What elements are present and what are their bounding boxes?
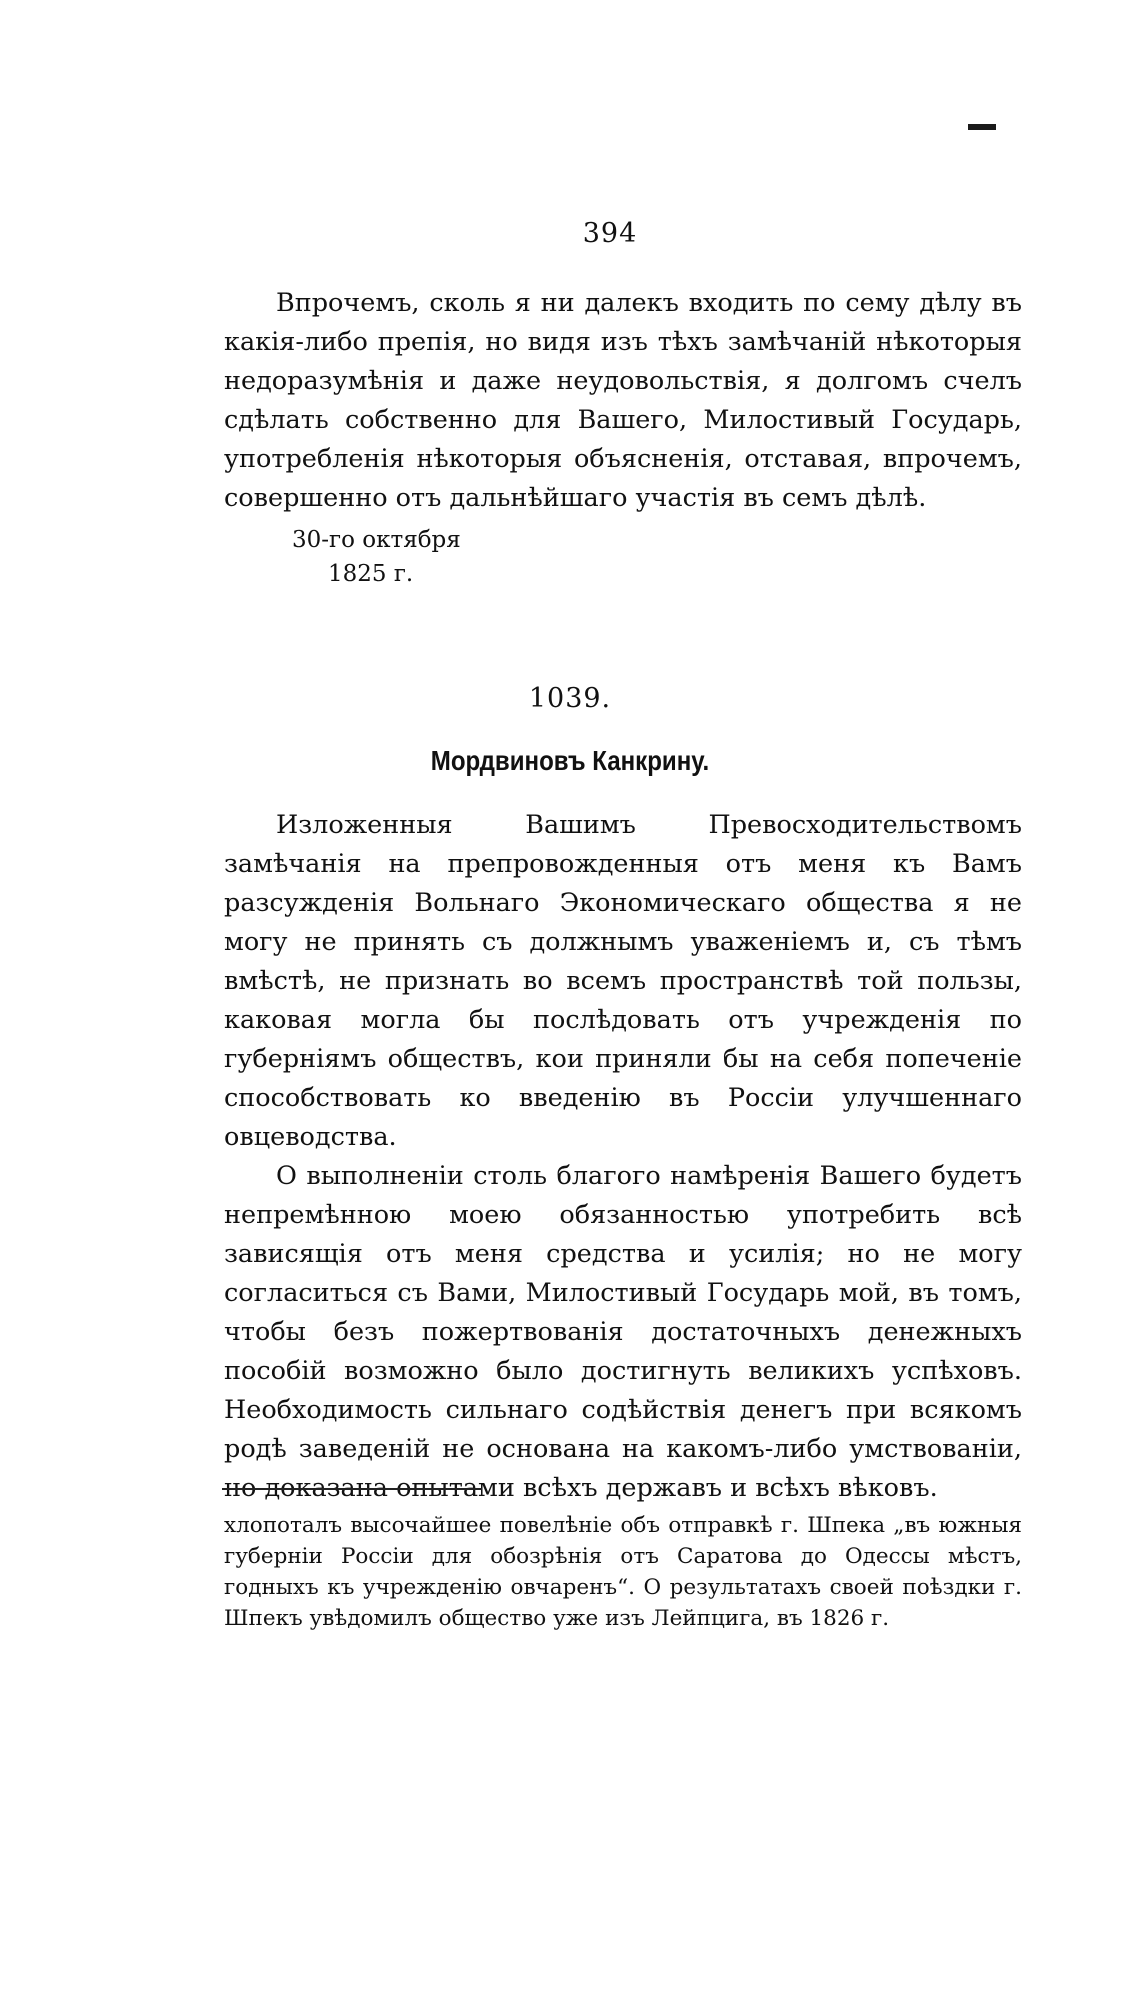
letter-date-day: 30-го октября	[292, 527, 461, 553]
letter-paragraph-1: Изложенныя Вашимъ Превосходительствомъ замѣчанія на препровожденныя отъ меня къ Вамъ разсужденія Вольнаго Экономическаго общества я не могу не принять съ должнымъ уваженіемъ и, съ тѣмъ вмѣстѣ, не признать во всемъ пространствѣ той пользы, каковая могла бы послѣдовать отъ учрежденія по губерніямъ обществъ, кои приняли бы на себя попеченіе способствовать ко введенію въ Россіи улучшеннаго овцеводства.	[224, 810, 1022, 1152]
intro-paragraph: Впрочемъ, сколь я ни далекъ входить по сему дѣлу въ какія-либо препія, но видя изъ тѣхъ замѣчаній нѣкоторыя недоразумѣнія и даже неудовольствія, я долгомъ счелъ сдѣлать собственно для Вашего, Милостивый Государь, употребленія нѣкоторыя объясненія, отставая, впрочемъ, совершенно отъ дальнѣйшаго участія въ семъ дѣлѣ.	[224, 288, 1022, 513]
intro-paragraph-block	[224, 284, 1022, 518]
footnote: хлопоталъ высочайшее повелѣніе объ отправкѣ г. Шпека „въ южныя губерніи Россіи для обозрѣнія отъ Саратова до Одессы мѣстъ, годныхъ къ учрежденію овчаренъ“. О результатахъ своей поѣздки г. Шпекъ увѣдомилъ общество уже изъ Лейпцига, въ 1826 г.	[224, 1513, 1022, 1631]
document-number: 1039.	[528, 683, 612, 714]
footnote-divider	[222, 1488, 482, 1490]
letter-body	[224, 806, 1022, 1508]
page-number: 394	[582, 218, 638, 249]
printing-mark	[968, 124, 996, 130]
letter-paragraph-2: О выполненіи столь благого намѣренія Вашего будетъ непремѣнною моею обязанностью употребить всѣ зависящія отъ меня средства и усилія; но не могу согласиться съ Вами, Милостивый Государь мой, въ томъ, чтобы безъ пожертвованія достаточныхъ денежныхъ пособій возможно было достигнуть великихъ успѣховъ. Необходимость сильнаго содѣйствія денегъ при всякомъ родѣ заведеній не основана на какомъ-либо умствованіи, но доказана опытами всѣхъ державъ и всѣхъ вѣковъ.	[224, 1161, 1022, 1503]
letter-date-year: 1825 г.	[328, 561, 414, 587]
document-heading: Мордвиновъ Канкрину.	[430, 745, 710, 776]
